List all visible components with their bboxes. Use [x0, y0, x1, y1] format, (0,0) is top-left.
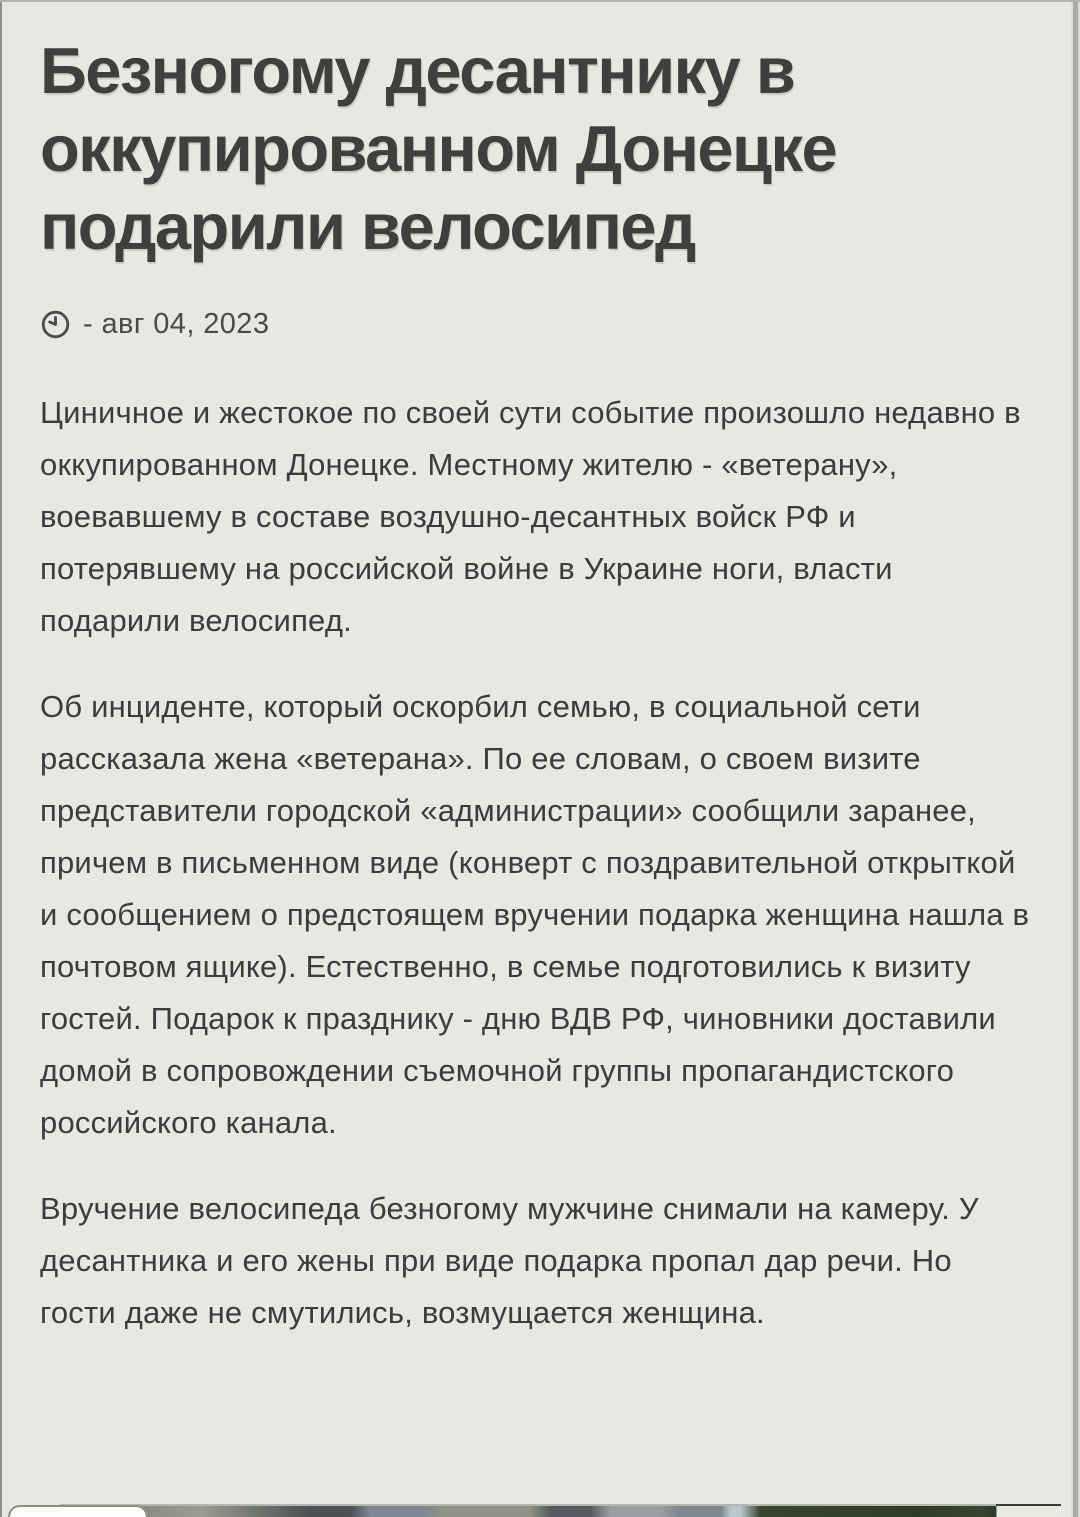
paragraph: Циничное и жестокое по своей сути событие произошло недавно в оккупированном Донецке. Местному жителю - «ветерану», воевавшему в составе воздушно-десантных войск РФ и потерявшему на российской войне в Украине ноги, власти подарили велосипед. [40, 395, 1021, 638]
page-left-border [0, 2, 2, 1517]
article-body [40, 387, 1030, 1339]
paragraph: Вручение велосипеда безногому мужчине снимали на камеру. У десантника и его жены при виде подарка пропал дар речи. Но гости даже не смутились, возмущается женщина. [40, 1191, 979, 1330]
paragraph: Об инциденте, который оскорбил семью, в социальной сети рассказала жена «ветерана». По ее словам, о своем визите представители городской «администрации» сообщили заранее, причем в письменном виде (конверт с поздравительной открыткой и сообщением о предстоящем вручении подарка женщина нашла в почтовом ящике). Естественно, в семье подготовились к визиту гостей. Подарок к празднику - дню ВДВ РФ, чиновники доставили домой в сопровождении съемочной группы пропагандистского российского канала. [40, 689, 1030, 1140]
image-card-corner [8, 1505, 148, 1517]
publish-date: - авг 04, 2023 [83, 308, 270, 340]
scrollbar-track[interactable] [1071, 2, 1080, 1517]
publish-date-row [40, 308, 1030, 341]
photo-thumbnail-strip[interactable] [60, 1504, 1061, 1517]
article-title: Безногому десантнику в оккупированном Донецке подарили велосипед [40, 34, 837, 263]
article [0, 2, 1080, 1339]
article-image-preview[interactable] [2, 1504, 1071, 1517]
clock-icon [40, 309, 71, 340]
scrollbar-thumb[interactable] [1073, 2, 1078, 1517]
